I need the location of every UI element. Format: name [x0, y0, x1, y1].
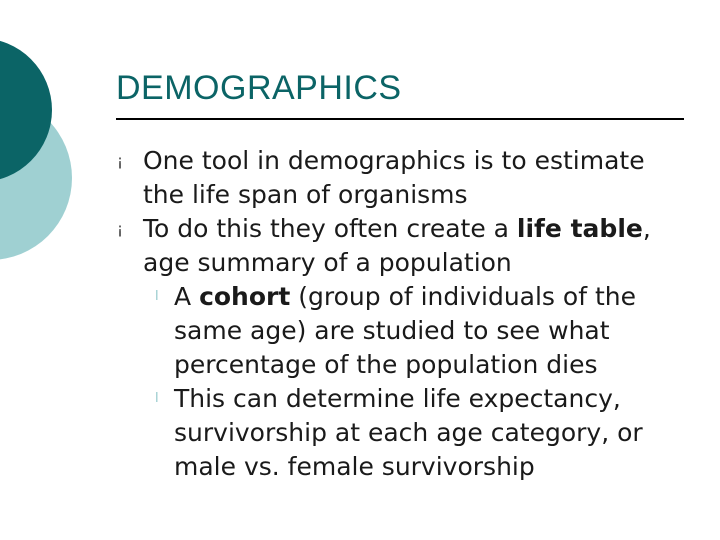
sub-bullet-item	[0, 382, 694, 484]
sub-bullet-text-bold: cohort	[199, 282, 291, 311]
sub-bullet-text: This can determine life expectancy, survivorship at each age category, or male vs. female survivorship	[174, 384, 643, 481]
title-divider	[116, 118, 684, 120]
bullet-ring-icon: ¡	[117, 220, 124, 238]
sub-bullet-item	[0, 280, 694, 382]
bullet-text-bold: life table	[516, 214, 643, 243]
sub-bullet-dot-icon: l	[155, 391, 159, 406]
slide-title: DEMOGRAPHICS	[116, 69, 402, 107]
bullet-text-pre: To do this they often create a	[143, 214, 517, 243]
slide-content	[0, 144, 720, 484]
bullet-item	[0, 144, 683, 212]
bullet-text: One tool in demographics is to estimate the life span of organisms	[143, 146, 645, 209]
sub-bullet-dot-icon: l	[155, 289, 159, 304]
sub-bullet-text-pre: A	[174, 282, 200, 311]
bullet-ring-icon: ¡	[117, 152, 124, 170]
bullet-text-post: , age summary of a population	[143, 214, 651, 277]
sub-bullet-text-post: (group of individuals of the same age) are studied to see what percentage of the population dies	[174, 282, 636, 379]
bullet-item	[0, 212, 683, 280]
